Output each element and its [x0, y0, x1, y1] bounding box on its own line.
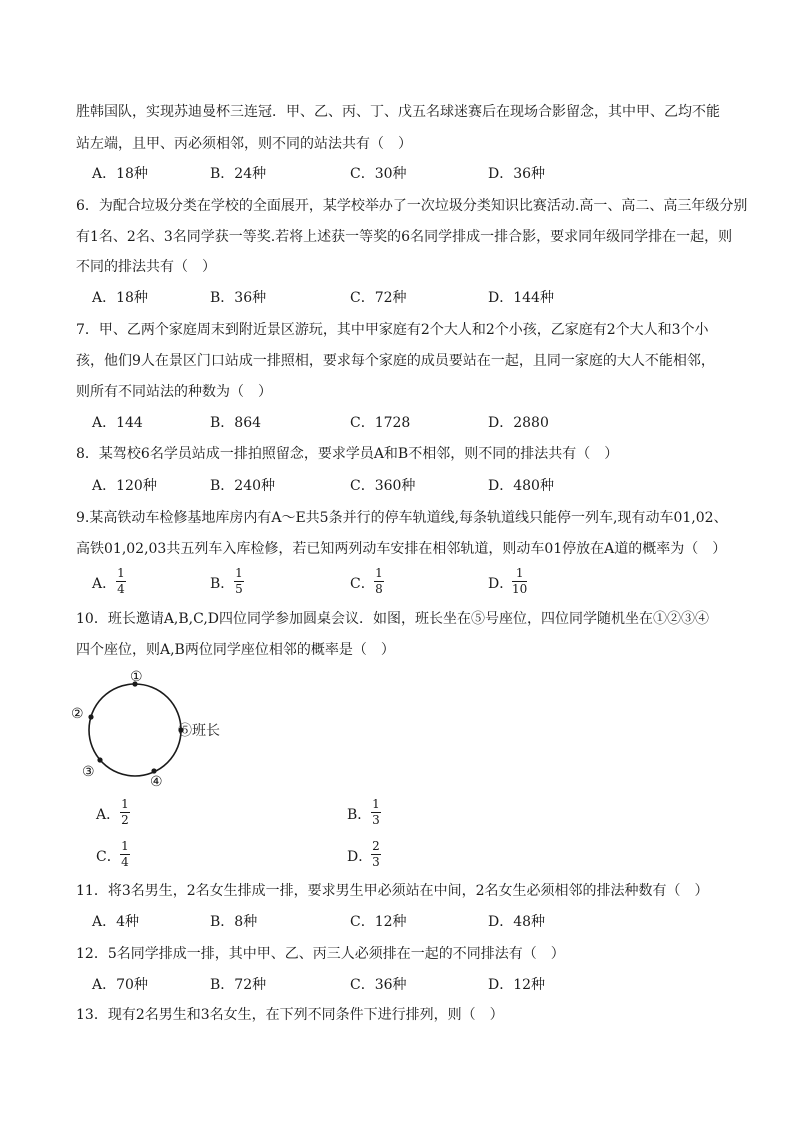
q10-option-c-fraction: 1 4 [121, 839, 129, 869]
q6-line-3: 不同的排法共有（ ） [76, 259, 216, 275]
seat-4-dot [151, 768, 156, 773]
q6-line-2: 有1名、2名、3名同学获一等奖.若将上述获一等奖的6名同学排成一排合影，要求同年级同学排在一起，则 [76, 229, 733, 245]
table-circle [89, 684, 181, 776]
q5-line-1: 胜韩国队，实现苏迪曼杯三连冠．甲、乙、丙、丁、戊五名球迷赛后在现场合影留念，其中甲、乙均不能 [76, 104, 720, 120]
q10-option-b-fraction: 1 3 [372, 797, 380, 827]
seat-1-label: ① [130, 669, 143, 685]
q10-option-d-label: D． [347, 849, 373, 865]
seat-5-label: ⑤班长 [178, 723, 220, 739]
q9-line-2: 高铁01,02,03共五列车入库检修，若已知两列动车安排在相邻轨道，则动车01停放在A道的概率为（ ） [76, 541, 727, 557]
q8-option-c: C．360种 [350, 478, 416, 494]
q8-option-b: B．240种 [210, 478, 276, 494]
q10-option-b-label: B． [347, 807, 372, 823]
seat-3-label: ③ [82, 764, 95, 780]
q5-option-d: D．36种 [488, 166, 546, 182]
q9-option-a-label: A． [92, 576, 117, 592]
q7-line-3: 则所有不同站法的种数为（ ） [76, 384, 272, 400]
q7-option-b: B．864 [210, 415, 262, 431]
q10-line-1: 10．班长邀请A,B,C,D四位同学参加圆桌会议．如图，班长坐在⑤号座位，四位同学随机坐在①②③④ [76, 611, 709, 627]
q9-option-d-label: D． [488, 576, 514, 592]
q6-option-d: D．144种 [488, 290, 554, 306]
seat-4-label: ④ [150, 774, 163, 788]
q5-option-b: B．24种 [210, 166, 267, 182]
q10-option-a-label: A． [96, 807, 121, 823]
q12-option-c: C．36种 [350, 977, 407, 993]
q9-option-c-label: C． [350, 576, 375, 592]
q12-option-b: B．72种 [210, 977, 267, 993]
q12-option-a: A．70种 [92, 977, 148, 993]
q11-option-d: D．48种 [488, 914, 546, 930]
q7-line-2: 孩，他们9人在景区门口站成一排照相，要求每个家庭的成员要站在一起，且同一家庭的大人不能相邻， [76, 353, 715, 369]
q6-option-a: A．18种 [92, 290, 148, 306]
q12-option-d: D．12种 [488, 977, 546, 993]
q11-option-c: C．12种 [350, 914, 407, 930]
q11-option-b: B．8种 [210, 914, 258, 930]
q6-line-1: 6．为配合垃圾分类在学校的全面展开，某学校举办了一次垃圾分类知识比赛活动.高一、高二、高三年级分别 [76, 198, 748, 214]
seat-2-label: ② [71, 706, 84, 722]
q10-option-d-fraction: 2 3 [372, 839, 380, 869]
round-table-diagram [70, 668, 240, 788]
q9-line-1: 9.某高铁动车检修基地库房内有A～E共5条并行的停车轨道线,每条轨道线只能停一列车,现有动车01,02、 [76, 510, 728, 526]
q13-line-1: 13．现有2名男生和3名女生，在下列不同条件下进行排列，则（ ） [76, 1007, 504, 1023]
q6-option-c: C．72种 [350, 290, 407, 306]
q6-option-b: B．36种 [210, 290, 267, 306]
q9-option-d-fraction: 1 10 [512, 566, 528, 596]
q5-option-c: C．30种 [350, 166, 407, 182]
q7-option-d: D．2880 [488, 415, 549, 431]
q7-option-c: C．1728 [350, 415, 411, 431]
seat-3-dot [97, 757, 102, 762]
q7-line-1: 7．甲、乙两个家庭周末到附近景区游玩，其中甲家庭有2个大人和2个小孩，乙家庭有2个大人和3个小 [76, 322, 709, 338]
q11-option-a: A．4种 [92, 914, 140, 930]
q9-option-c-fraction: 1 8 [375, 566, 383, 596]
q9-option-a-fraction: 1 4 [117, 566, 125, 596]
q10-option-c-label: C． [96, 849, 121, 865]
q8-option-a: A．120种 [92, 478, 157, 494]
q10-line-2: 四个座位，则A,B两位同学座位相邻的概率是（ ） [76, 642, 395, 658]
q7-option-a: A．144 [92, 415, 143, 431]
seat-2-dot [88, 714, 93, 719]
q12-line-1: 12．5名同学排成一排，其中甲、乙、丙三人必须排在一起的不同排法有（ ） [76, 946, 565, 962]
q8-option-d: D．480种 [488, 478, 554, 494]
q5-option-a: A．18种 [92, 166, 148, 182]
q9-option-b-label: B． [210, 576, 235, 592]
q5-line-2: 站左端，且甲、丙必须相邻，则不同的站法共有（ ） [76, 136, 412, 152]
q8-line-1: 8．某驾校6名学员站成一排拍照留念，要求学员A和B不相邻，则不同的排法共有（ ） [76, 446, 619, 462]
q9-option-b-fraction: 1 5 [235, 566, 243, 596]
q10-option-a-fraction: 1 2 [121, 797, 129, 827]
q11-line-1: 11．将3名男生，2名女生排成一排，要求男生甲必须站在中间，2名女生必须相邻的排法种数有（ ） [76, 883, 709, 899]
